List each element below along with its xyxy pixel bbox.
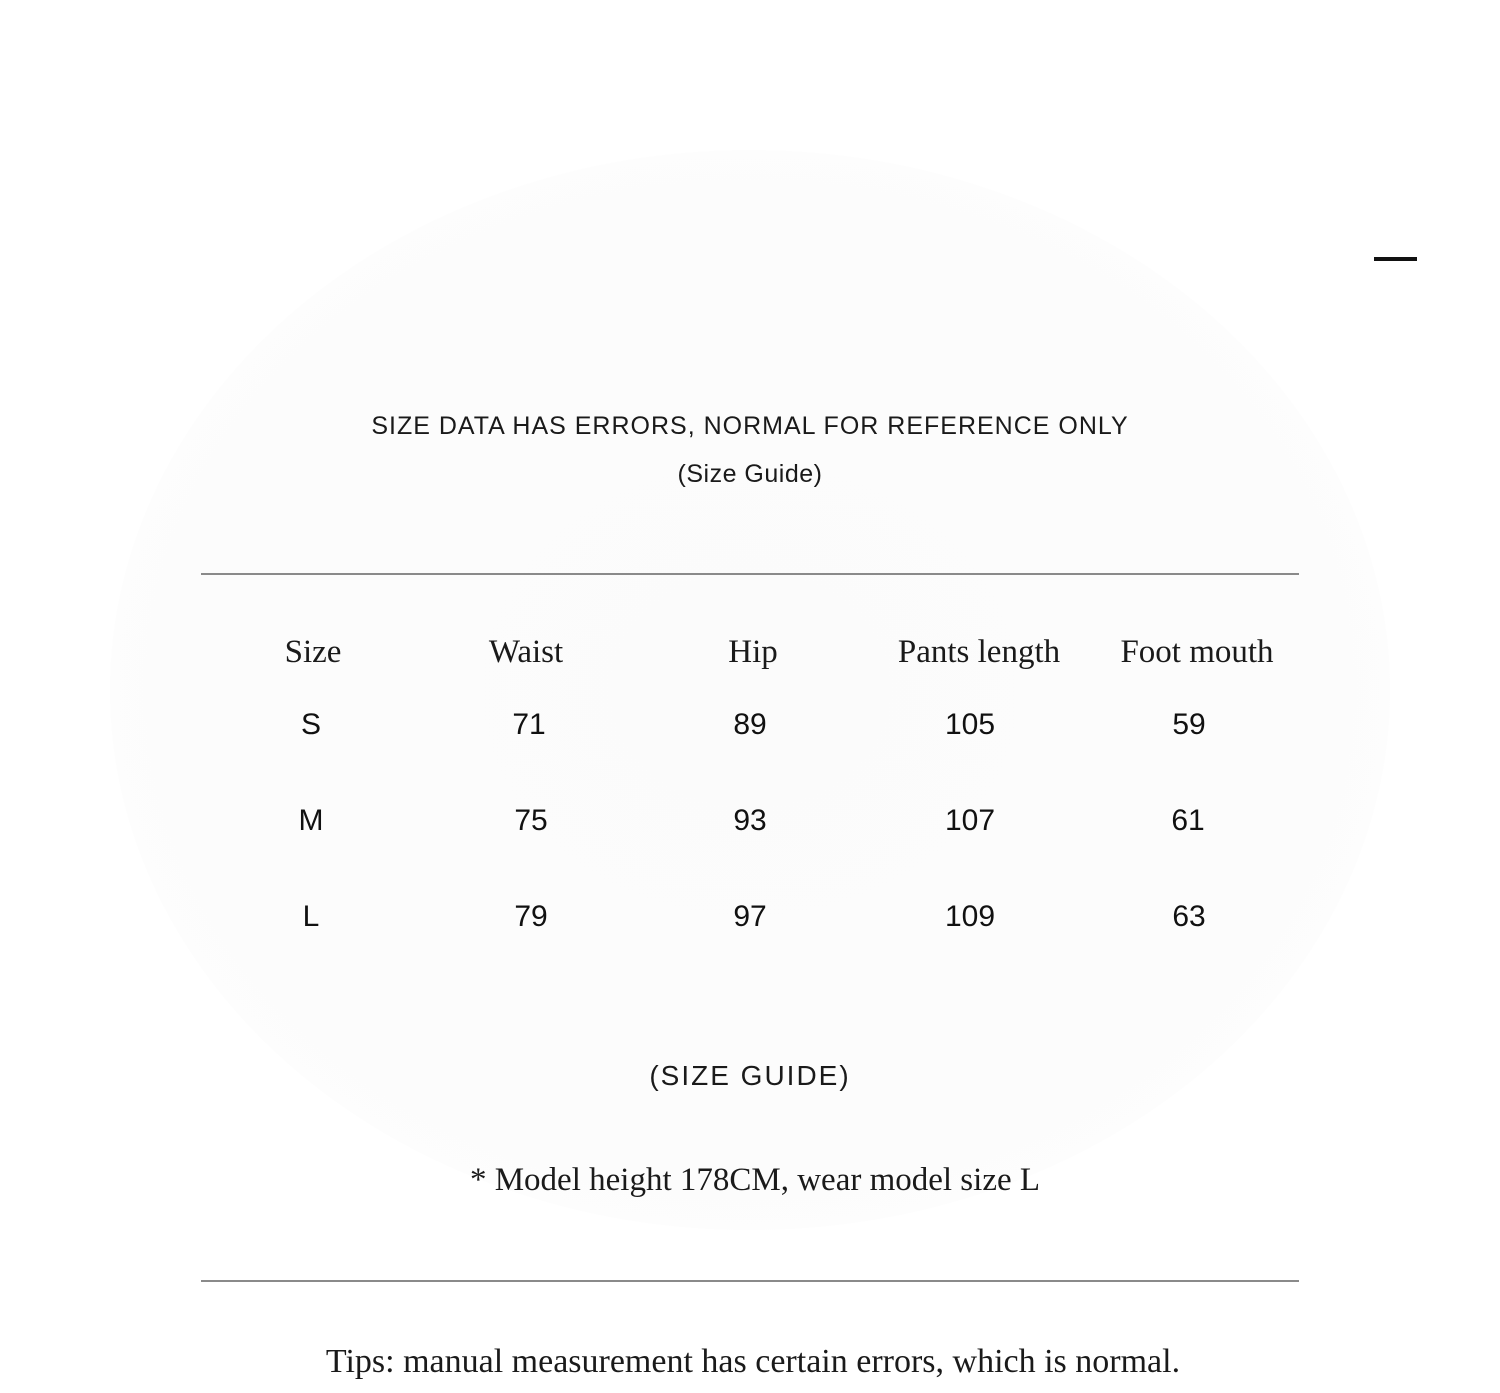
table-cell: S (300, 708, 322, 741)
header-foot-mouth: Foot mouth (1120, 634, 1274, 670)
table-cell: 75 (514, 804, 548, 837)
table-cell: 105 (944, 708, 996, 741)
model-note: * Model height 178CM, wear model size L (469, 1162, 1041, 1198)
header-hip: Hip (728, 634, 778, 670)
table-cell: 93 (733, 804, 767, 837)
reference-notice: SIZE DATA HAS ERRORS, NORMAL FOR REFERENCE ONLY (371, 412, 1129, 440)
size-guide-subtitle: (Size Guide) (677, 460, 823, 488)
header-pants-length: Pants length (897, 634, 1061, 670)
table-cell: 59 (1172, 708, 1206, 741)
header-size: Size (284, 634, 342, 670)
tips-note: Tips: manual measurement has certain errors, which is normal. (325, 1343, 1181, 1380)
bottom-divider (201, 1280, 1299, 1282)
size-guide-caption: (SIZE GUIDE) (649, 1060, 851, 1091)
table-cell: 79 (514, 900, 548, 933)
table-cell: M (298, 804, 324, 837)
table-cell: 97 (733, 900, 767, 933)
table-cell: 61 (1171, 804, 1205, 837)
table-cell: 71 (512, 708, 546, 741)
table-cell: 63 (1172, 900, 1206, 933)
table-cell: 89 (733, 708, 767, 741)
table-cell: 109 (944, 900, 996, 933)
table-cell: 107 (944, 804, 996, 837)
table-cell: L (302, 900, 320, 933)
header-waist: Waist (488, 634, 564, 670)
